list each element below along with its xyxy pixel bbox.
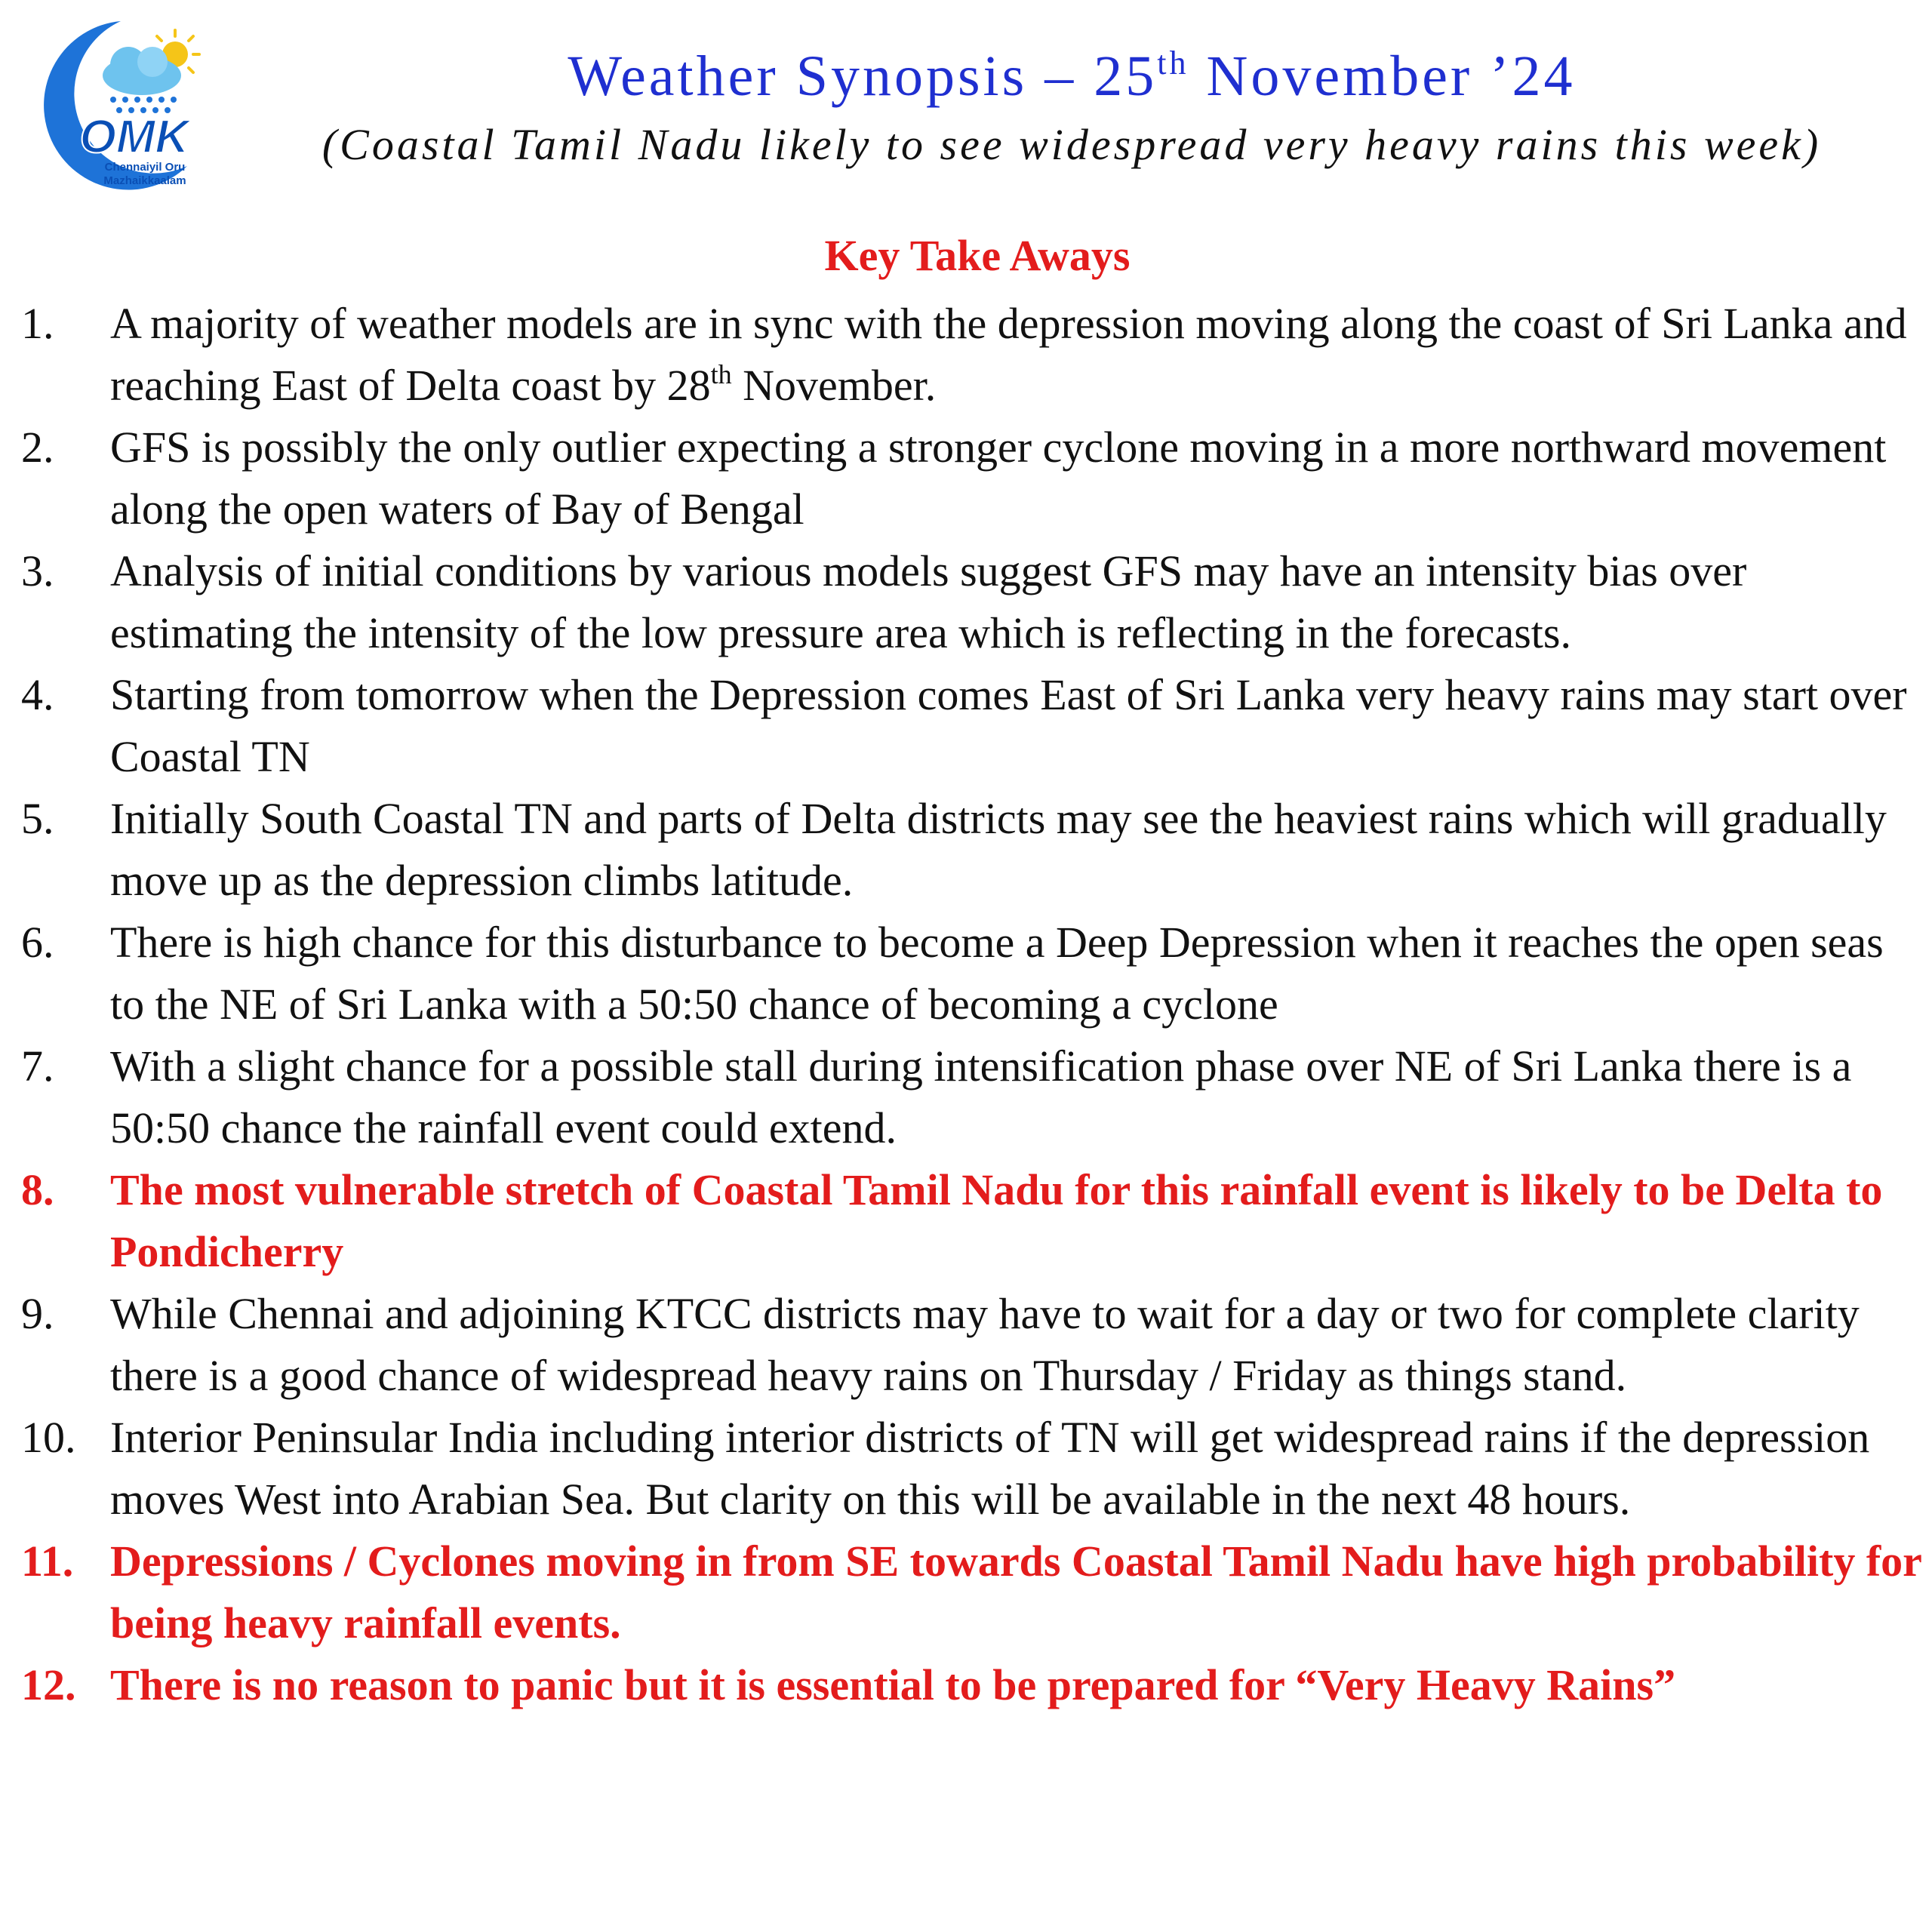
list-item bbox=[21, 912, 1923, 1035]
logo-initials: OMK bbox=[79, 111, 189, 163]
item-text: While Chennai and adjoining KTCC districts may have to wait for a day or two for complete clarity there is a good chance of widespread heavy rains on Thursday / Friday as things stand. bbox=[110, 1289, 1860, 1400]
item-number: 3. bbox=[21, 546, 54, 595]
section-heading: Key Take Aways bbox=[824, 231, 1131, 280]
title-date-part: Weather Synopsis – 25 bbox=[568, 45, 1158, 108]
logo-graphic bbox=[8, 15, 208, 192]
list-item bbox=[21, 540, 1923, 664]
item-text: Interior Peninsular India including interior districts of TN will get widespread rains if the depression moves West into Arabian Sea. But clarity on this will be available in the next 48 hours. bbox=[110, 1413, 1870, 1524]
logo-line-2: Mazhaikkaalam bbox=[103, 174, 186, 187]
page-subtitle: (Coastal Tamil Nadu likely to see widespread very heavy rains this week) bbox=[321, 119, 1822, 169]
item-number: 7. bbox=[21, 1041, 54, 1091]
item-number: 9. bbox=[21, 1289, 54, 1338]
list-item bbox=[21, 417, 1923, 540]
item-text: With a slight chance for a possible stall during intensification phase over NE of Sri Lanka there is a 50:50 chance the rainfall event could extend. bbox=[110, 1041, 1852, 1152]
item-text: Starting from tomorrow when the Depression comes East of Sri Lanka very heavy rains may start over Coastal TN bbox=[110, 670, 1907, 781]
item-text: Initially South Coastal TN and parts of Delta districts may see the heaviest rains which will gradually move up as the depression climbs latitude. bbox=[110, 794, 1887, 905]
item-number: 8. bbox=[21, 1165, 54, 1214]
item-number: 6. bbox=[21, 918, 54, 967]
list-item bbox=[21, 1407, 1923, 1531]
item-text-end: November. bbox=[731, 361, 937, 410]
item-number: 1. bbox=[21, 299, 54, 348]
list-item bbox=[21, 293, 1923, 417]
item-text: Analysis of initial conditions by various models suggest GFS may have an intensity bias over estimating the intensity of the low pressure area which is reflecting in the forecasts. bbox=[110, 546, 1747, 657]
list-item bbox=[21, 1035, 1923, 1159]
item-number: 10. bbox=[21, 1413, 76, 1462]
item-text: A majority of weather models are in sync with the depression moving along the coast of Sri Lanka and reaching East of Delta coast by 28 bbox=[110, 299, 1907, 410]
list-item bbox=[21, 1283, 1923, 1407]
list-item bbox=[21, 788, 1923, 912]
key-takeaways-list bbox=[21, 293, 1923, 1716]
page-title bbox=[226, 45, 1917, 109]
item-text: GFS is possibly the only outlier expecting a stronger cyclone moving in a more northward movement along the open waters of Bay of Bengal bbox=[110, 423, 1887, 534]
item-number: 5. bbox=[21, 794, 54, 843]
page-header bbox=[226, 45, 1917, 170]
item-text: The most vulnerable stretch of Coastal Tamil Nadu for this rainfall event is likely to be Delta to Pondicherry bbox=[110, 1165, 1883, 1276]
omk-logo bbox=[8, 15, 208, 192]
title-ordinal: th bbox=[1157, 45, 1189, 82]
title-month-part: November ’24 bbox=[1189, 45, 1576, 108]
item-text: Depressions / Cyclones moving in from SE towards Coastal Tamil Nadu have high probability for being heavy rainfall events. bbox=[110, 1537, 1921, 1647]
list-item-highlight bbox=[21, 1159, 1923, 1283]
logo-line-1: Chennaiyil Oru bbox=[104, 161, 186, 174]
item-ordinal: th bbox=[710, 359, 732, 389]
item-number: 11. bbox=[21, 1537, 74, 1586]
item-number: 12. bbox=[21, 1660, 76, 1709]
item-text: There is high chance for this disturbance to become a Deep Depression when it reaches the open seas to the NE of Sri Lanka with a 50:50 chance of becoming a cyclone bbox=[110, 918, 1884, 1029]
list-item-highlight bbox=[21, 1654, 1923, 1716]
item-number: 2. bbox=[21, 423, 54, 472]
item-text: There is no reason to panic but it is essential to be prepared for “Very Heavy Rains” bbox=[110, 1660, 1676, 1709]
list-item bbox=[21, 664, 1923, 788]
item-number: 4. bbox=[21, 670, 54, 719]
list-item-highlight bbox=[21, 1531, 1923, 1654]
